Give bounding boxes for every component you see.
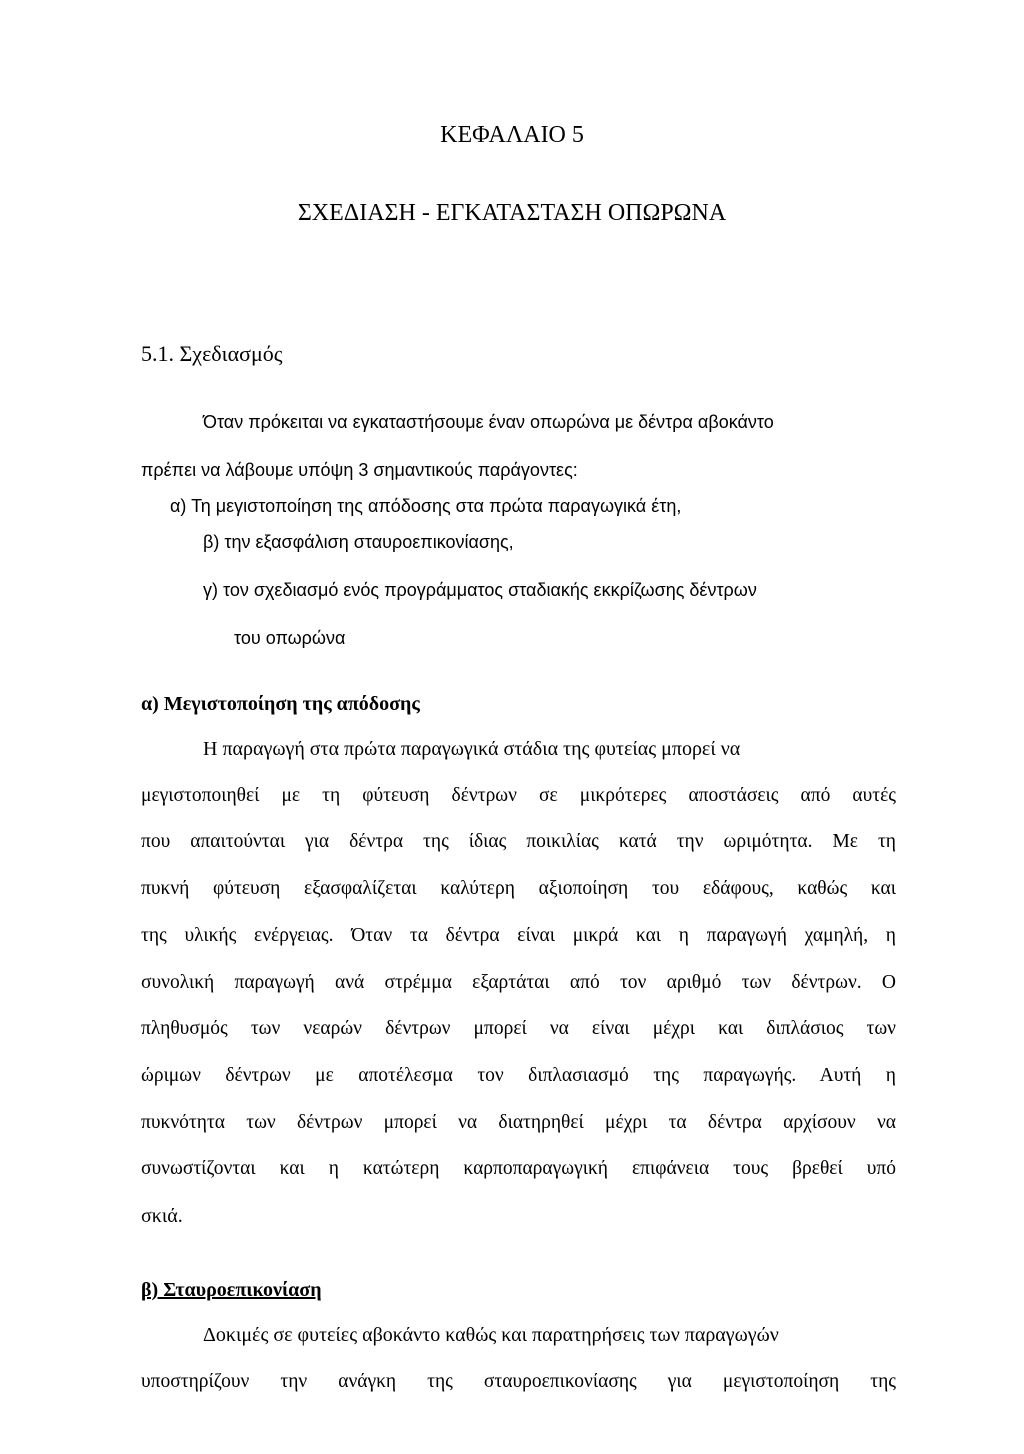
paragraph-line: Δοκιμές σε φυτείες αβοκάντο καθώς και παρατηρήσεις των παραγωγών [203,1324,779,1346]
intro-line: α) Τη μεγιστοποίηση της απόδοσης στα πρώτα παραγωγικά έτη, [170,496,682,516]
chapter-title: ΚΕΦΑΛΑΙΟ 5 [440,122,584,148]
paragraph-line: σκιά. [141,1205,183,1227]
paragraph-line: υποστηρίζουν την ανάγκη της σταυροεπικονίασης για μεγιστοποίηση της [141,1371,896,1392]
intro-line: β) την εξασφάλιση σταυροεπικονίασης, [203,532,514,552]
intro-line: πρέπει να λάβουμε υπόψη 3 σημαντικούς παράγοντες: [141,460,578,480]
subsection-b-heading: β) Σταυροεπικονίαση [141,1279,322,1301]
paragraph-line: συνωστίζονται και η κατώτερη καρποπαραγωγική επιφάνεια τους βρεθεί υπό [141,1158,896,1179]
paragraph-line: Η παραγωγή στα πρώτα παραγωγικά στάδια της φυτείας μπορεί να [203,738,741,760]
intro-line: γ) τον σχεδιασμό ενός προγράμματος σταδιακής εκκρίζωσης δέντρων [203,580,757,600]
paragraph-line: πληθυσμός των νεαρών δέντρων μπορεί να είναι μέχρι και διπλάσιος των [141,1018,896,1039]
section-heading: 5.1. Σχεδιασμός [141,341,283,366]
intro-line: Όταν πρόκειται να εγκαταστήσουμε έναν οπωρώνα με δέντρα αβοκάντο [203,412,774,432]
paragraph-line: συνολική παραγωγή ανά στρέμμα εξαρτάται από τον αριθμό των δέντρων. Ο [141,972,896,993]
chapter-subtitle: ΣΧΕΔΙΑΣΗ - ΕΓΚΑΤΑΣΤΑΣΗ ΟΠΩΡΩΝΑ [297,200,727,226]
subsection-a-heading: α) Μεγιστοποίηση της απόδοσης [141,693,420,715]
paragraph-line: της υλικής ενέργειας. Όταν τα δέντρα είναι μικρά και η παραγωγή χαμηλή, η [141,925,896,946]
paragraph-line: πυκνότητα των δέντρων μπορεί να διατηρηθεί μέχρι τα δέντρα αρχίσουν να [141,1112,896,1133]
intro-line: του οπωρώνα [234,628,346,648]
paragraph-line: ώριμων δέντρων με αποτέλεσμα τον διπλασιασμό της παραγωγής. Αυτή η [141,1065,896,1086]
paragraph-line: πυκνή φύτευση εξασφαλίζεται καλύτερη αξιοποίηση του εδάφους, καθώς και [141,878,896,899]
paragraph-line: μεγιστοποιηθεί με τη φύτευση δέντρων σε μικρότερες αποστάσεις από αυτές [141,785,896,806]
paragraph-line: που απαιτούνται για δέντρα της ίδιας ποικιλίας κατά την ωριμότητα. Με τη [141,831,896,852]
